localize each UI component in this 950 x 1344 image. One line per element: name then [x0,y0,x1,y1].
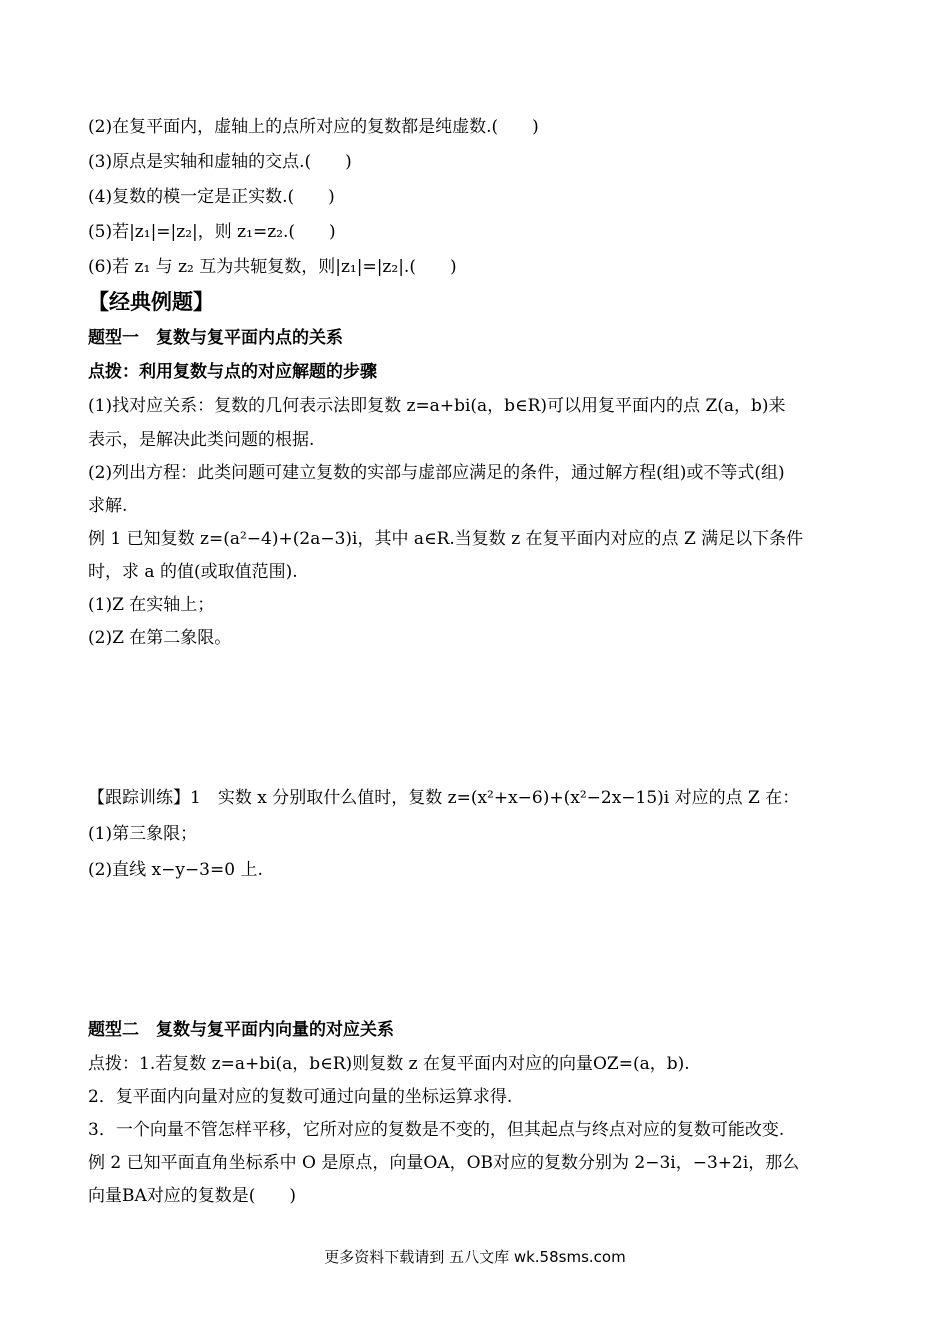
type2-tip-3: 3．一个向量不管怎样平移，它所对应的复数是不变的，但其起点与终点对应的复数可能改变. [88,1120,785,1140]
section-title: 【经典例题】 [88,289,214,314]
practice1-text: 【跟踪训练】1 实数 x 分别取什么值时，复数 z=(x²+x−6)+(x²−2x−15)i 对应的点 Z 在： [88,788,800,808]
type1-title: 题型一 复数与复平面内点的关系 [88,328,343,348]
example1-question-2: (2)Z 在第二象限。 [88,628,232,648]
type1-step1-line1: (1)找对应关系：复数的几何表示法即复数 z=a+bi(a，b∈R)可以用复平面内的点 Z(a，b)来 [88,396,786,416]
example1-line1: 例 1 已知复数 z=(a²−4)+(2a−3)i，其中 a∈R.当复数 z 在复平面内对应的点 Z 满足以下条件 [88,529,804,549]
type2-tip-1: 点拨：1.若复数 z=a+bi(a，b∈R)则复数 z 在复平面内对应的向量OZ=(a，b). [88,1054,690,1074]
judgment-item-2: (2)在复平面内，虚轴上的点所对应的复数都是纯虚数.( ) [88,117,539,137]
example1-question-1: (1)Z 在实轴上； [88,595,215,615]
type1-step1-line2: 表示，是解决此类问题的根据. [88,430,315,450]
example2-line1: 例 2 已知平面直角坐标系中 O 是原点，向量OA，OB对应的复数分别为 2−3i，−3+2i，那么 [88,1153,800,1173]
type1-step2-line2: 求解. [88,496,128,516]
judgment-item-6: (6)若 z₁ 与 z₂ 互为共轭复数，则|z₁|=|z₂|.( ) [88,257,457,277]
type2-title: 题型二 复数与复平面内向量的对应关系 [88,1020,394,1040]
practice1-question-2: (2)直线 x−y−3=0 上. [88,860,263,880]
judgment-item-4: (4)复数的模一定是正实数.( ) [88,187,335,207]
practice1-question-1: (1)第三象限； [88,824,198,844]
type1-step2-line1: (2)列出方程：此类问题可建立复数的实部与虚部应满足的条件，通过解方程(组)或不等式(组) [88,463,785,483]
type2-tip-2: 2．复平面内向量对应的复数可通过向量的坐标运算求得. [88,1087,513,1107]
example1-line2: 时，求 a 的值(或取值范围). [88,562,298,582]
footer-link[interactable]: 更多资料下载请到 五八文库 wk.58sms.com [324,1248,626,1266]
type1-tip-title: 点拨：利用复数与点的对应解题的步骤 [88,362,377,382]
judgment-item-5: (5)若|z₁|=|z₂|，则 z₁=z₂.( ) [88,222,336,242]
judgment-item-3: (3)原点是实轴和虚轴的交点.( ) [88,152,352,172]
example2-line2: 向量BA对应的复数是( ) [88,1186,297,1206]
